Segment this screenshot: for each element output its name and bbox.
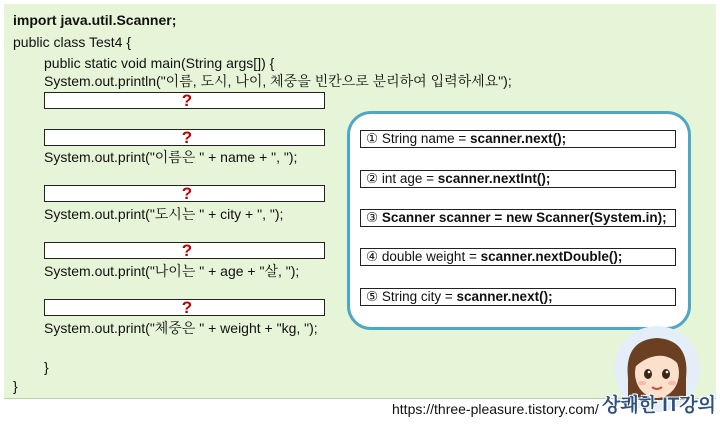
option-3[interactable] <box>360 209 676 227</box>
option-text: String city = <box>381 289 457 304</box>
option-text: double weight = <box>381 249 481 264</box>
option-2[interactable] <box>360 170 676 188</box>
option-code: scanner.next(); <box>470 131 567 146</box>
print-city-line: System.out.print("도시는 " + city + ", "); <box>44 206 284 222</box>
option-1[interactable] <box>360 130 676 148</box>
option-number: ④ <box>366 249 379 264</box>
option-number: ⑤ <box>366 289 379 304</box>
option-text: int age = <box>381 171 438 186</box>
question-mark-1: ? <box>181 91 193 110</box>
option-4[interactable] <box>360 248 676 266</box>
main-method-line: public static void main(String args[]) { <box>44 55 275 71</box>
option-5[interactable] <box>360 288 676 306</box>
option-number: ③ <box>366 210 379 225</box>
import-line: import java.util.Scanner; <box>13 12 177 28</box>
option-code: scanner.nextInt(); <box>437 171 551 186</box>
method-close-brace: } <box>44 359 49 375</box>
option-number: ② <box>366 171 379 186</box>
option-code: scanner.nextDouble(); <box>480 249 623 264</box>
print-name-line: System.out.print("이름은 " + name + ", "); <box>44 149 298 165</box>
print-weight-line: System.out.print("체중은 " + weight + "kg, "); <box>44 320 318 336</box>
blog-url[interactable]: https://three-pleasure.tistory.com/ <box>392 401 599 417</box>
option-text: String name = <box>381 131 471 146</box>
question-mark-3: ? <box>181 184 193 203</box>
question-mark-4: ? <box>181 241 193 260</box>
brand-logo-text: 상쾌한 IT강의 <box>602 395 716 416</box>
print-age-line: System.out.print("나이는 " + age + "살, "); <box>44 263 300 279</box>
option-code: scanner.next(); <box>456 289 553 304</box>
option-code: Scanner scanner = new Scanner(System.in); <box>381 210 667 225</box>
option-number: ① <box>366 131 379 146</box>
println-line: System.out.println("이름, 도시, 나이, 체중을 빈칸으로 분리하여 입력하세요"); <box>44 73 512 89</box>
answer-options-box <box>347 111 691 330</box>
question-mark-5: ? <box>181 298 193 317</box>
question-mark-2: ? <box>181 128 193 147</box>
class-declaration-line: public class Test4 { <box>13 34 132 50</box>
class-close-brace: } <box>13 378 18 394</box>
